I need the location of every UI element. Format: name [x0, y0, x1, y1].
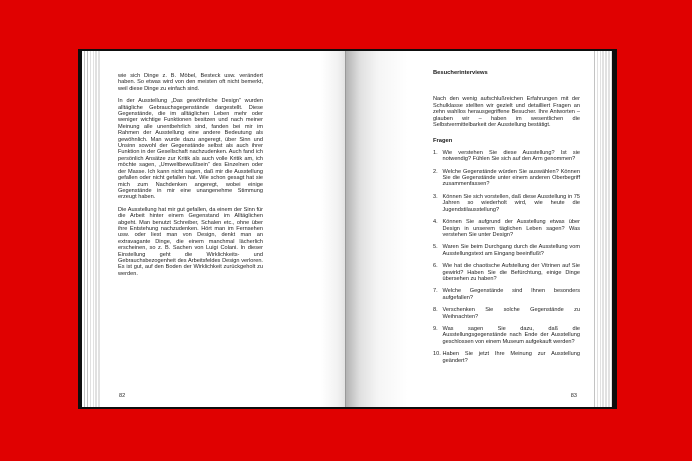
intro-paragraph: Nach den wenig aufschlußreichen Erfahrungen mit der Schulklasse stellten wir gezielt und detailliert Fragen an zehn wahllos herausgegriffene Besucher. Ihre Antworten – glauben wir – haben im wesentlichen die Selbstvermittelbarkeit der Ausstellung bestätigt.	[433, 96, 580, 129]
question-item	[433, 194, 580, 213]
question-item	[433, 219, 580, 238]
section-title: Besucherinterviews	[433, 70, 488, 76]
question-text: Haben Sie jetzt Ihre Meinung zur Ausstellung geändert?	[442, 351, 580, 364]
page-number-right: 83	[570, 393, 577, 399]
question-text: Wie hat die chaotische Aufstellung der Vitrinen auf Sie gewirkt? Haben Sie die Befürchtung, einige Dinge übersehen zu haben?	[442, 263, 580, 282]
questions-heading: Fragen	[433, 138, 453, 145]
left-page	[100, 51, 346, 407]
question-text: Welche Gegenstände sind Ihnen besonders aufgefallen?	[442, 288, 580, 301]
question-number: 5.	[433, 244, 438, 251]
paragraph: In der Ausstellung „Das gewöhnliche Design“ wurden alltägliche Gebrauchsgegenstände dargestellt. Diese Gegenstände, die im alltäglichen Leben mehr oder weniger wichtige Funktionen besitzen und nach meiner Meinung alle unentbehrlich sind, fanden bei mir im Rahmen der Ausstellung eine andere Bedeutung als gewöhnlich. Man wurde dazu angeregt, über Sinn und Unsinn sowohl der Gegenstände selbst als auch ihrer Funktion in der Gesellschaft nachzudenken. Auch fand ich persönlich Ansätze zur Kritik als auch volle Kritik am, ich möchte sagen, „Umweltbewußtsein“ des Einzelnen oder der Masse. Ich kann nicht sagen, daß mir die Ausstellung gefallen oder nicht gefallen hat. Wie schon gesagt hat sie mich zum Nachdenken angeregt, wobei einige Gegenstände in mir eine unangenehme Stimmung erzeugt haben.	[118, 98, 263, 201]
question-item	[433, 169, 580, 188]
left-page-text-column	[118, 73, 263, 283]
question-text: Wie verstehen Sie diese Ausstellung? Ist sie notwendig? Fühlen Sie sich auf den Arm genommen?	[442, 149, 580, 163]
question-text: Welche Gegenstände würden Sie auswählen? Können Sie die Gegenstände unter einem anderen Oberbegriff zusammenfassen?	[442, 168, 580, 188]
question-item	[433, 288, 580, 301]
question-item	[433, 307, 580, 320]
question-number: 6.	[433, 263, 438, 270]
question-number: 2.	[433, 168, 438, 175]
question-number: 10.	[433, 351, 441, 358]
question-text: Was sagen Sie dazu, daß die Ausstellungsgegenstände nach Ende der Ausstellung geschlossen von einem Museum aufgekauft werden?	[442, 325, 580, 345]
question-text: Können Sie sich vorstellen, daß diese Ausstellung in 75 Jahren so wiederholt wird, wie heute die Jugendstilausstellung?	[442, 193, 580, 213]
page-number-left: 82	[119, 393, 126, 399]
question-item	[433, 244, 580, 257]
paragraph: Die Ausstellung hat mir gut gefallen, da einem der Sinn für die Arbeit hinter einem Gegenstand im Alltäglichen abgeht. Man benutzt Schreiber, Schalen etc., ohne über ihre Entstehung nachzudenken. Hört man im Fernsehen usw. oder liest man von Design, denkt man an extravagante Dinge, die einem manchmal lächerlich erscheinen, so z. B. Sachen von Luigi Colani. In dieser Einstellung geht die Wirklichkeits- und Gebrauchsbezogenheit des Arbeitsfeldes Design verloren. Es ist gut, auf den Boden der Wirklichkeit zurückgeholt zu werden.	[118, 206, 263, 277]
question-text: Verschenken Sie solche Gegenstände zu Weihnachten?	[442, 307, 580, 320]
question-text: Können Sie aufgrund der Ausstellung etwas über Design in unserem täglichen Leben sagen? Was verstehen Sie unter Design?	[442, 219, 580, 238]
right-page-edge-stack	[594, 51, 612, 407]
paragraph: wie sich Dinge z. B. Möbel, Besteck usw. verändert haben. So etwas wird von den meisten oft nicht bemerkt, weil diese Dinge zu einfach sind.	[118, 73, 263, 92]
question-item	[433, 150, 580, 163]
question-item	[433, 326, 580, 345]
question-number: 4.	[433, 219, 438, 226]
book-spread	[78, 49, 617, 409]
left-page-edge-stack	[82, 51, 100, 407]
question-number: 9.	[433, 325, 438, 332]
question-number: 8.	[433, 307, 438, 314]
question-item	[433, 351, 580, 364]
question-item	[433, 263, 580, 282]
gutter-shadow	[346, 51, 410, 407]
right-page-text-column	[433, 70, 580, 370]
right-page	[346, 51, 594, 407]
question-number: 7.	[433, 288, 438, 295]
question-number: 3.	[433, 193, 438, 200]
question-number: 1.	[433, 149, 438, 156]
question-text: Waren Sie beim Durchgang durch die Ausstellung vom Ausstellungstext am Eingang beeinflußt?	[442, 244, 580, 257]
open-pages	[82, 51, 612, 407]
